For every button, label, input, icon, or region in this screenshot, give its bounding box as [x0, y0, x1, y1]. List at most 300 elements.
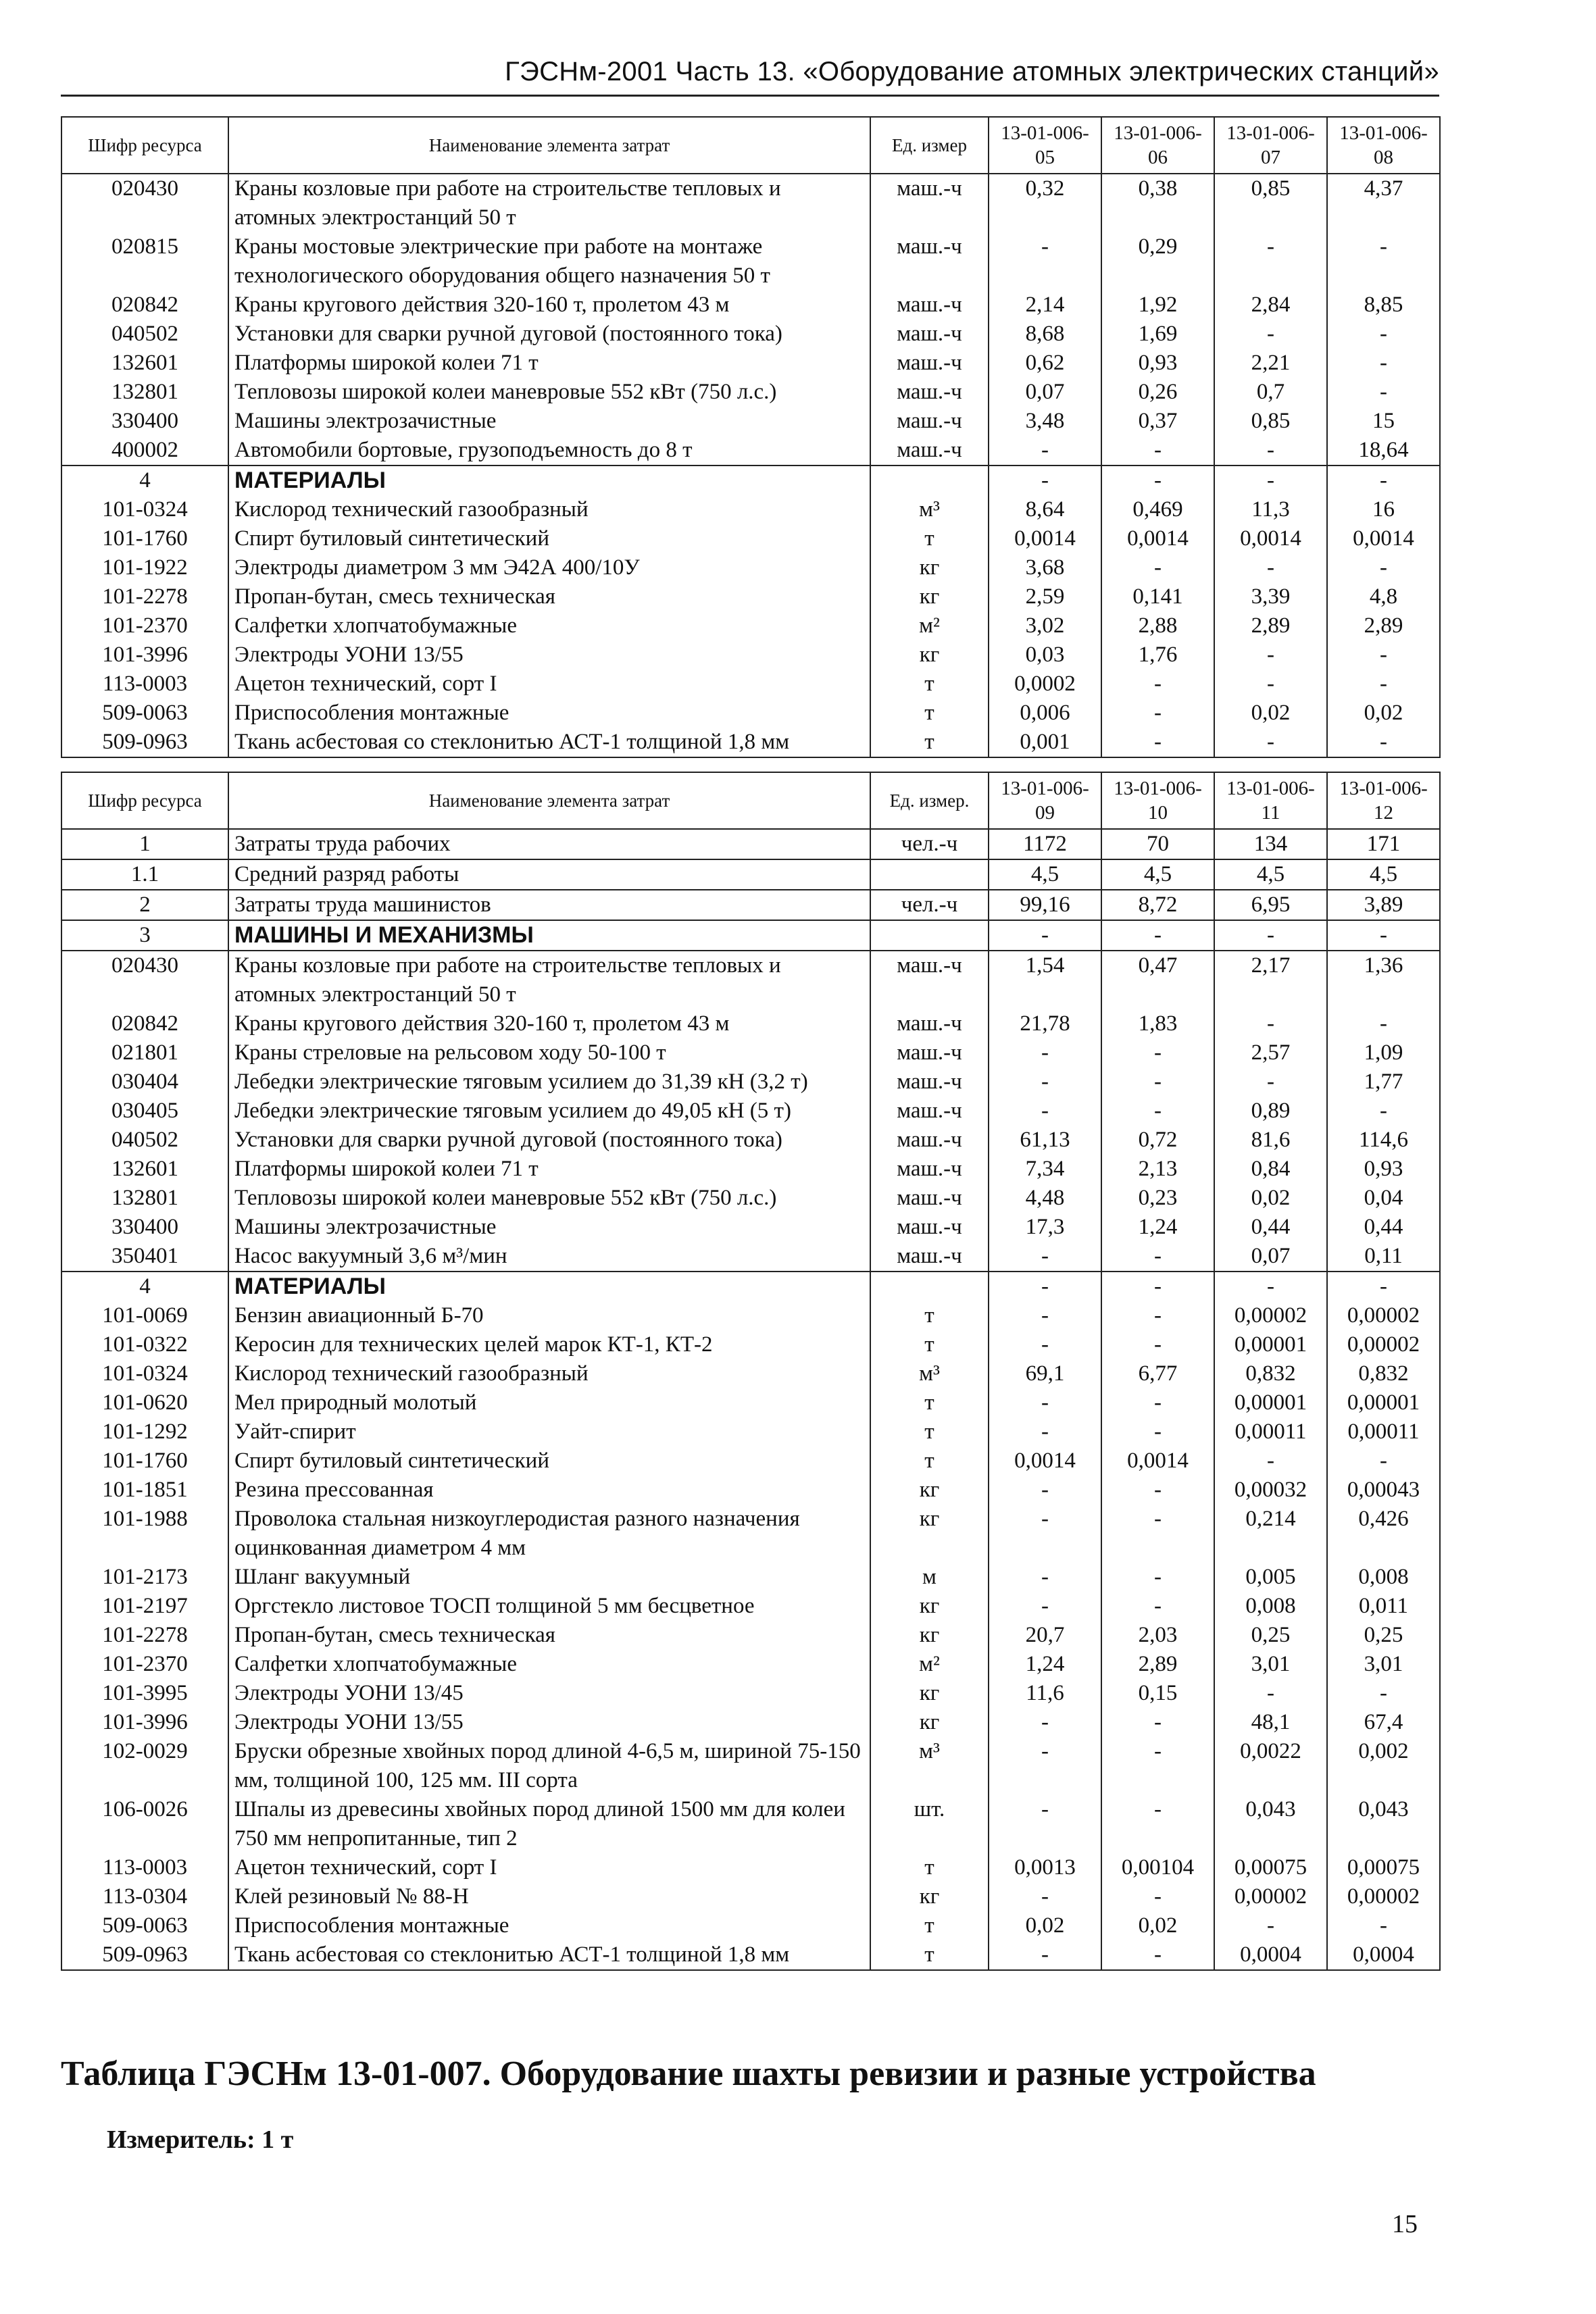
table-row [61, 407, 1440, 436]
norm-value-4: 0,00002 [1327, 1330, 1440, 1359]
header-divider [61, 95, 1439, 97]
norm-value-3: - [1214, 466, 1327, 495]
norm-value-4: 4,5 [1327, 859, 1440, 890]
norm-value-1: - [989, 436, 1101, 466]
norm-value-1: - [989, 1476, 1101, 1505]
norm-value-1: 1,24 [989, 1650, 1101, 1679]
resource-name: Шпалы из древесины хвойных пород длиной 1500 мм для колеи 750 мм непропитанные, тип 2 [228, 1795, 870, 1853]
resource-code: 101-2197 [61, 1592, 228, 1621]
norm-value-3: 0,0014 [1214, 524, 1327, 553]
resource-name: Установки для сварки ручной дуговой (постоянного тока) [228, 320, 870, 349]
resource-code: 101-0324 [61, 495, 228, 524]
norm-value-1: - [989, 466, 1101, 495]
resource-name: Лебедки электрические тяговым усилием до 31,39 кН (3,2 т) [228, 1067, 870, 1097]
table-row [61, 699, 1440, 728]
norm-value-4: - [1327, 232, 1440, 291]
norm-value-1: - [989, 1301, 1101, 1330]
norm-value-4: - [1327, 728, 1440, 757]
resource-code: 330400 [61, 1213, 228, 1242]
resource-code: 132601 [61, 349, 228, 378]
table-caption: Таблица ГЭСНм 13-01-007. Оборудование шахты ревизии и разные устройства [61, 2055, 1316, 2093]
resource-name: Пропан-бутан, смесь техническая [228, 582, 870, 611]
norm-value-1: 3,02 [989, 611, 1101, 640]
resource-name: Насос вакуумный 3,6 м³/мин [228, 1242, 870, 1272]
resource-unit: т [870, 1853, 989, 1882]
col-header-norm-3: 13-01-006-07 [1214, 117, 1327, 174]
resource-name: Оргстекло листовое ТОСП толщиной 5 мм бесцветное [228, 1592, 870, 1621]
norm-value-3: - [1214, 320, 1327, 349]
norm-value-4: - [1327, 1097, 1440, 1126]
norm-value-2: - [1101, 1097, 1214, 1126]
table-row [61, 1359, 1440, 1388]
table-row [61, 670, 1440, 699]
table-row [61, 951, 1440, 1009]
resource-unit: чел.-ч [870, 829, 989, 859]
norm-value-3: 2,84 [1214, 291, 1327, 320]
resource-code: 1 [61, 829, 228, 859]
norm-value-3: 0,07 [1214, 1242, 1327, 1272]
page-number: 15 [1392, 2210, 1418, 2238]
resource-unit [870, 1272, 989, 1301]
norm-value-3: - [1214, 1067, 1327, 1097]
norm-value-4: 18,64 [1327, 436, 1440, 466]
resource-code: 509-0963 [61, 728, 228, 757]
resource-unit: маш.-ч [870, 1242, 989, 1272]
norm-value-1: - [989, 1795, 1101, 1853]
resource-name: Бруски обрезные хвойных пород длиной 4-6,5 м, шириной 75-150 мм, толщиной 100, 125 мм. III сорта [228, 1737, 870, 1795]
norm-value-3: 0,00001 [1214, 1330, 1327, 1359]
resource-name: Спирт бутиловый синтетический [228, 1447, 870, 1476]
norm-value-1: 0,006 [989, 699, 1101, 728]
resource-name: МАШИНЫ И МЕХАНИЗМЫ [228, 920, 870, 951]
resource-name: Ацетон технический, сорт I [228, 670, 870, 699]
norm-value-2: - [1101, 1272, 1214, 1301]
resource-code: 020430 [61, 951, 228, 1009]
table-row [61, 495, 1440, 524]
norm-value-1: 0,0014 [989, 1447, 1101, 1476]
norm-value-3: 2,17 [1214, 951, 1327, 1009]
norm-value-2: - [1101, 920, 1214, 951]
resource-name: Салфетки хлопчатобумажные [228, 1650, 870, 1679]
norm-value-1: 0,0013 [989, 1853, 1101, 1882]
table-row [61, 174, 1440, 232]
norm-value-2: - [1101, 699, 1214, 728]
norm-value-2: - [1101, 1795, 1214, 1853]
norm-value-1: - [989, 1882, 1101, 1911]
resource-name: Электроды диаметром 3 мм Э42А 400/10У [228, 553, 870, 582]
resource-code: 330400 [61, 407, 228, 436]
norm-value-2: 0,47 [1101, 951, 1214, 1009]
table-row [61, 1301, 1440, 1330]
norm-value-2: - [1101, 1417, 1214, 1447]
norm-value-4: - [1327, 1272, 1440, 1301]
resource-unit: м² [870, 1650, 989, 1679]
norm-value-4: - [1327, 640, 1440, 670]
norm-value-2: 0,26 [1101, 378, 1214, 407]
norm-value-2: 0,0014 [1101, 1447, 1214, 1476]
norm-value-4: 0,00043 [1327, 1476, 1440, 1505]
norm-value-4: - [1327, 466, 1440, 495]
table-row [61, 232, 1440, 291]
norm-value-4: 4,8 [1327, 582, 1440, 611]
norm-value-3: 0,84 [1214, 1155, 1327, 1184]
norm-value-4: 8,85 [1327, 291, 1440, 320]
resource-unit: кг [870, 1621, 989, 1650]
col-header-name: Наименование элемента затрат [228, 772, 870, 829]
norm-value-4: 0,002 [1327, 1737, 1440, 1795]
resource-name: Приспособления монтажные [228, 1911, 870, 1940]
table-row [61, 1621, 1440, 1650]
norm-value-4: 0,043 [1327, 1795, 1440, 1853]
norm-value-2: 1,76 [1101, 640, 1214, 670]
resource-code: 020842 [61, 1009, 228, 1038]
norm-value-2: - [1101, 553, 1214, 582]
resource-unit: т [870, 1417, 989, 1447]
col-header-unit: Ед. измер. [870, 772, 989, 829]
resource-code: 101-0322 [61, 1330, 228, 1359]
table-row [61, 1067, 1440, 1097]
norm-value-2: 0,469 [1101, 495, 1214, 524]
norm-value-4: 0,00075 [1327, 1853, 1440, 1882]
resource-name: МАТЕРИАЛЫ [228, 466, 870, 495]
resource-name: Машины электрозачистные [228, 1213, 870, 1242]
resource-unit: кг [870, 1476, 989, 1505]
norm-value-3: 6,95 [1214, 890, 1327, 920]
norm-value-3: - [1214, 640, 1327, 670]
norm-value-4: - [1327, 670, 1440, 699]
norm-value-4: 1,77 [1327, 1067, 1440, 1097]
resource-code: 101-1851 [61, 1476, 228, 1505]
resource-code: 3 [61, 920, 228, 951]
norm-value-1: 4,48 [989, 1184, 1101, 1213]
table-row [61, 640, 1440, 670]
norm-value-4: - [1327, 1447, 1440, 1476]
table-row [61, 553, 1440, 582]
resource-code: 101-3996 [61, 640, 228, 670]
table-row [61, 1097, 1440, 1126]
norm-value-3: - [1214, 436, 1327, 466]
resource-unit: м³ [870, 1737, 989, 1795]
table-row [61, 466, 1440, 495]
resource-unit [870, 920, 989, 951]
norm-value-4: 1,09 [1327, 1038, 1440, 1067]
norm-value-3: - [1214, 553, 1327, 582]
norm-value-4: 1,36 [1327, 951, 1440, 1009]
norm-value-1: - [989, 1505, 1101, 1563]
resource-name: Краны кругового действия 320-160 т, пролетом 43 м [228, 1009, 870, 1038]
resource-code: 132801 [61, 1184, 228, 1213]
norm-value-3: - [1214, 1447, 1327, 1476]
norm-value-4: - [1327, 553, 1440, 582]
resource-name: Машины электрозачистные [228, 407, 870, 436]
resource-code: 101-3996 [61, 1708, 228, 1737]
resource-code: 020815 [61, 232, 228, 291]
norm-value-1: 21,78 [989, 1009, 1101, 1038]
table-row [61, 524, 1440, 553]
resource-name: Платформы широкой колеи 71 т [228, 1155, 870, 1184]
resource-code: 101-1760 [61, 1447, 228, 1476]
table-row [61, 728, 1440, 757]
resource-unit: кг [870, 582, 989, 611]
norm-value-4: 3,01 [1327, 1650, 1440, 1679]
norm-value-4: 0,832 [1327, 1359, 1440, 1388]
norm-value-3: 0,0022 [1214, 1737, 1327, 1795]
resource-name: Мел природный молотый [228, 1388, 870, 1417]
norm-value-4: 0,008 [1327, 1563, 1440, 1592]
resource-unit: т [870, 699, 989, 728]
table-row [61, 378, 1440, 407]
norm-value-4: 2,89 [1327, 611, 1440, 640]
norm-value-4: 0,44 [1327, 1213, 1440, 1242]
norm-value-1: 0,02 [989, 1911, 1101, 1940]
norm-value-2: - [1101, 1330, 1214, 1359]
resource-name: Бензин авиационный Б-70 [228, 1301, 870, 1330]
resource-name: Пропан-бутан, смесь техническая [228, 1621, 870, 1650]
norm-value-1: 69,1 [989, 1359, 1101, 1388]
table-row [61, 582, 1440, 611]
table-row [61, 1679, 1440, 1708]
resource-unit: кг [870, 1505, 989, 1563]
resource-name: Автомобили бортовые, грузоподъемность до 8 т [228, 436, 870, 466]
norm-value-2: 2,88 [1101, 611, 1214, 640]
table-row [61, 1388, 1440, 1417]
norm-value-3: 0,0004 [1214, 1940, 1327, 1970]
norm-value-4: 0,011 [1327, 1592, 1440, 1621]
norm-value-1: 2,14 [989, 291, 1101, 320]
norm-value-2: 0,02 [1101, 1911, 1214, 1940]
norm-value-2: 0,141 [1101, 582, 1214, 611]
norm-value-1: 4,5 [989, 859, 1101, 890]
resource-name: Ткань асбестовая со стеклонитью АСТ-1 толщиной 1,8 мм [228, 1940, 870, 1970]
resource-name: Тепловозы широкой колеи маневровые 552 кВт (750 л.с.) [228, 378, 870, 407]
norm-value-1: - [989, 1388, 1101, 1417]
norm-value-4: 171 [1327, 829, 1440, 859]
resource-unit: т [870, 1330, 989, 1359]
col-header-norm-3: 13-01-006-11 [1214, 772, 1327, 829]
resource-name: Установки для сварки ручной дуговой (постоянного тока) [228, 1126, 870, 1155]
norm-value-1: - [989, 1330, 1101, 1359]
norm-value-3: 3,39 [1214, 582, 1327, 611]
norm-value-2: - [1101, 670, 1214, 699]
norm-value-1: - [989, 1708, 1101, 1737]
norm-value-3: 0,44 [1214, 1213, 1327, 1242]
norm-value-1: - [989, 1067, 1101, 1097]
table-row [61, 1417, 1440, 1447]
norm-value-1: - [989, 232, 1101, 291]
norm-value-2: 2,13 [1101, 1155, 1214, 1184]
table-row [61, 1505, 1440, 1563]
norm-value-1: 0,0014 [989, 524, 1101, 553]
norm-value-2: 0,72 [1101, 1126, 1214, 1155]
norm-value-3: 0,85 [1214, 174, 1327, 232]
table-row [61, 1447, 1440, 1476]
resource-unit: т [870, 1447, 989, 1476]
norm-value-3: 0,7 [1214, 378, 1327, 407]
norm-value-1: 0,0002 [989, 670, 1101, 699]
norm-value-3: - [1214, 670, 1327, 699]
norm-value-3: 2,21 [1214, 349, 1327, 378]
resource-code: 4 [61, 1272, 228, 1301]
table-row [61, 890, 1440, 920]
norm-value-4: 0,426 [1327, 1505, 1440, 1563]
norm-value-4: 0,93 [1327, 1155, 1440, 1184]
resource-code: 106-0026 [61, 1795, 228, 1853]
resource-code: 102-0029 [61, 1737, 228, 1795]
resource-code: 509-0063 [61, 699, 228, 728]
norm-value-3: 11,3 [1214, 495, 1327, 524]
resource-name: Затраты труда рабочих [228, 829, 870, 859]
resource-unit: маш.-ч [870, 378, 989, 407]
table-row [61, 291, 1440, 320]
table-row [61, 1126, 1440, 1155]
norm-value-2: - [1101, 1940, 1214, 1970]
resource-code: 2 [61, 890, 228, 920]
table-row [61, 1242, 1440, 1272]
resource-unit: т [870, 670, 989, 699]
resource-unit: т [870, 524, 989, 553]
norm-value-4: - [1327, 1911, 1440, 1940]
resource-name: Салфетки хлопчатобумажные [228, 611, 870, 640]
table-row [61, 436, 1440, 466]
norm-value-2: 0,15 [1101, 1679, 1214, 1708]
resource-unit: кг [870, 1708, 989, 1737]
norm-value-3: 3,01 [1214, 1650, 1327, 1679]
resource-unit: маш.-ч [870, 1067, 989, 1097]
norm-value-4: 0,0004 [1327, 1940, 1440, 1970]
resource-unit: кг [870, 1679, 989, 1708]
resource-table-2 [61, 772, 1441, 1971]
resource-code: 101-0324 [61, 1359, 228, 1388]
norm-value-1: 2,59 [989, 582, 1101, 611]
norm-value-4: 0,00002 [1327, 1882, 1440, 1911]
norm-value-1: 8,68 [989, 320, 1101, 349]
norm-value-2: 1,83 [1101, 1009, 1214, 1038]
norm-value-2: - [1101, 1476, 1214, 1505]
norm-value-2: 1,92 [1101, 291, 1214, 320]
norm-value-2: 8,72 [1101, 890, 1214, 920]
resource-code: 113-0003 [61, 670, 228, 699]
norm-value-3: 0,00002 [1214, 1882, 1327, 1911]
norm-value-2: - [1101, 1708, 1214, 1737]
resource-name: Электроды УОНИ 13/55 [228, 1708, 870, 1737]
resource-unit: маш.-ч [870, 291, 989, 320]
norm-value-2: - [1101, 436, 1214, 466]
resource-unit: м³ [870, 495, 989, 524]
resource-unit: маш.-ч [870, 1009, 989, 1038]
resource-code: 101-2370 [61, 1650, 228, 1679]
resource-unit: шт. [870, 1795, 989, 1853]
table-row [61, 320, 1440, 349]
resource-unit: т [870, 1911, 989, 1940]
norm-value-1: - [989, 1038, 1101, 1067]
resource-code: 030405 [61, 1097, 228, 1126]
norm-value-1: - [989, 1242, 1101, 1272]
norm-value-1: 0,001 [989, 728, 1101, 757]
resource-code: 020842 [61, 291, 228, 320]
resource-code: 101-2173 [61, 1563, 228, 1592]
resource-code: 101-2370 [61, 611, 228, 640]
table-row [61, 1213, 1440, 1242]
col-header-unit: Ед. измер [870, 117, 989, 174]
norm-value-2: 70 [1101, 829, 1214, 859]
resource-code: 020430 [61, 174, 228, 232]
norm-value-2: 2,03 [1101, 1621, 1214, 1650]
norm-value-3: 2,89 [1214, 611, 1327, 640]
resource-table-1 [61, 116, 1441, 758]
norm-value-4: - [1327, 320, 1440, 349]
resource-code: 132801 [61, 378, 228, 407]
norm-value-3: 0,00001 [1214, 1388, 1327, 1417]
norm-value-2: - [1101, 1592, 1214, 1621]
norm-value-3: 0,00075 [1214, 1853, 1327, 1882]
norm-value-4: 67,4 [1327, 1708, 1440, 1737]
table-row [61, 1795, 1440, 1853]
table-row [61, 349, 1440, 378]
resource-name: Проволока стальная низкоуглеродистая разного назначения оцинкованная диаметром 4 мм [228, 1505, 870, 1563]
table-header-row [61, 117, 1440, 174]
norm-value-3: 4,5 [1214, 859, 1327, 890]
norm-value-3: - [1214, 1272, 1327, 1301]
resource-unit: т [870, 1301, 989, 1330]
resource-name: Керосин для технических целей марок КТ-1, КТ-2 [228, 1330, 870, 1359]
norm-value-1: 1,54 [989, 951, 1101, 1009]
norm-value-2: 0,29 [1101, 232, 1214, 291]
resource-name: Ацетон технический, сорт I [228, 1853, 870, 1882]
norm-value-3: 0,832 [1214, 1359, 1327, 1388]
norm-value-1: 0,32 [989, 174, 1101, 232]
resource-code: 350401 [61, 1242, 228, 1272]
resource-name: Клей резиновый № 88-Н [228, 1882, 870, 1911]
norm-value-4: 0,0014 [1327, 524, 1440, 553]
norm-value-1: 3,48 [989, 407, 1101, 436]
resource-name: МАТЕРИАЛЫ [228, 1272, 870, 1301]
norm-value-4: 0,11 [1327, 1242, 1440, 1272]
norm-value-3: 0,008 [1214, 1592, 1327, 1621]
norm-value-1: - [989, 1272, 1101, 1301]
norm-value-2: 0,0014 [1101, 524, 1214, 553]
norm-value-2: - [1101, 466, 1214, 495]
resource-name: Тепловозы широкой колеи маневровые 552 кВт (750 л.с.) [228, 1184, 870, 1213]
norm-value-3: 0,00011 [1214, 1417, 1327, 1447]
norm-value-3: - [1214, 1009, 1327, 1038]
norm-value-1: - [989, 920, 1101, 951]
norm-value-4: - [1327, 349, 1440, 378]
norm-value-4: 15 [1327, 407, 1440, 436]
resource-unit: маш.-ч [870, 1155, 989, 1184]
norm-value-2: - [1101, 1882, 1214, 1911]
resource-unit: маш.-ч [870, 1038, 989, 1067]
norm-value-3: - [1214, 1911, 1327, 1940]
norm-value-4: 0,00002 [1327, 1301, 1440, 1330]
table-row [61, 829, 1440, 859]
resource-code: 4 [61, 466, 228, 495]
resource-code: 113-0304 [61, 1882, 228, 1911]
norm-value-3: - [1214, 232, 1327, 291]
norm-value-4: - [1327, 1009, 1440, 1038]
resource-code: 132601 [61, 1155, 228, 1184]
resource-unit: маш.-ч [870, 407, 989, 436]
col-header-norm-4: 13-01-006-08 [1327, 117, 1440, 174]
norm-value-2: 0,00104 [1101, 1853, 1214, 1882]
resource-unit: т [870, 728, 989, 757]
resource-name: Электроды УОНИ 13/45 [228, 1679, 870, 1708]
norm-value-1: 7,34 [989, 1155, 1101, 1184]
resource-code: 509-0963 [61, 1940, 228, 1970]
norm-value-2: 0,37 [1101, 407, 1214, 436]
resource-unit: кг [870, 553, 989, 582]
resource-code: 101-2278 [61, 1621, 228, 1650]
norm-value-4: 0,04 [1327, 1184, 1440, 1213]
